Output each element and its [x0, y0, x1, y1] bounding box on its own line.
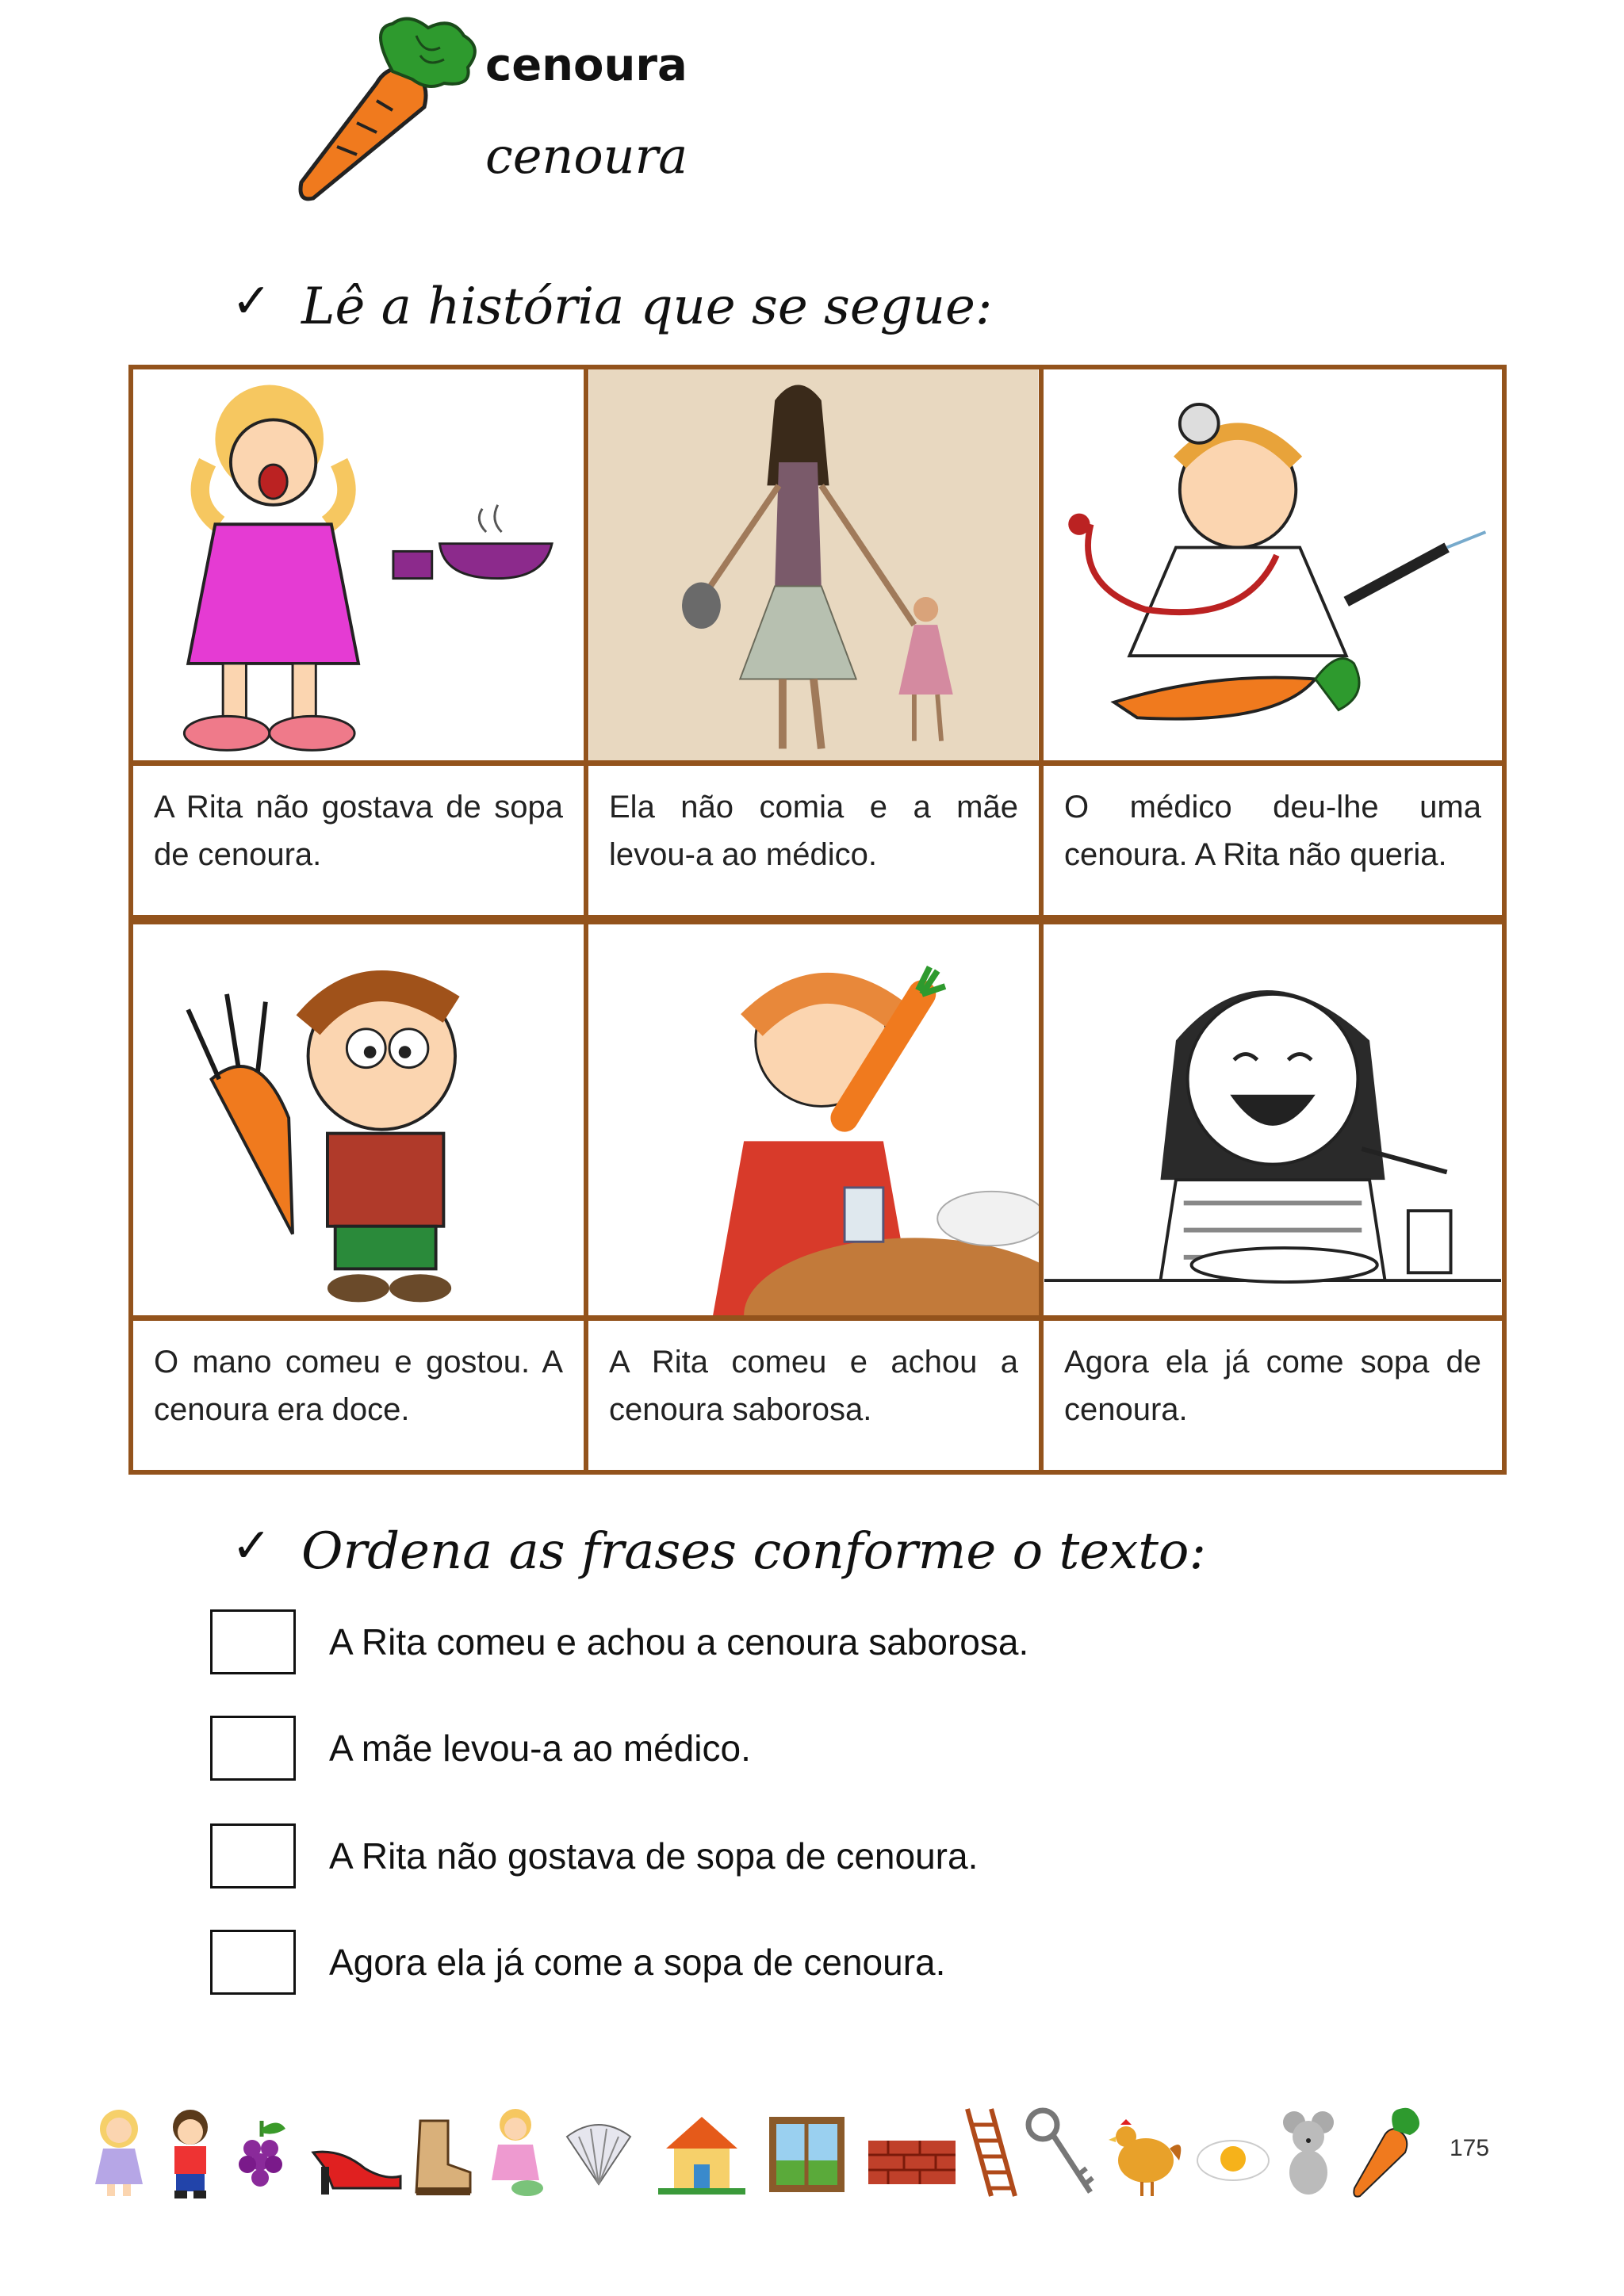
story-image-5 [584, 920, 1044, 1320]
story-caption-1: A Rita não gostava de sopa de cenoura. [128, 761, 588, 920]
wall-icon [864, 2105, 959, 2200]
page-number: 175 [1450, 2135, 1490, 2161]
story-caption-3: O médico deu-lhe uma cenoura. A Rita não queria. [1039, 761, 1507, 920]
header-word-cursive: cenoura [485, 127, 688, 185]
checkmark-icon: ✓ [232, 274, 272, 329]
order-checkbox[interactable] [210, 1609, 296, 1674]
boot-icon [408, 2105, 472, 2200]
boy-icon [159, 2105, 222, 2200]
key-icon [1023, 2105, 1098, 2200]
order-checkbox[interactable] [210, 1823, 296, 1888]
order-item-text: A mãe levou-a ao médico. [329, 1728, 751, 1769]
mother-child-icon [588, 369, 1039, 760]
grapes-icon [230, 2105, 293, 2200]
doll-icon [87, 2105, 151, 2200]
order-item-1 [210, 1608, 1029, 1676]
girl-sitting-icon [484, 2105, 547, 2200]
instruction-read: Lê a história que se segue: [301, 277, 993, 336]
story-caption-5: A Rita comeu e achou a cenoura saborosa. [584, 1316, 1044, 1475]
boy-carrot-icon [133, 924, 584, 1315]
order-item-3 [210, 1822, 979, 1890]
header-word-print: cenoura [485, 40, 688, 91]
mouse-icon [1277, 2105, 1340, 2200]
story-image-6 [1039, 920, 1507, 1320]
egg-icon [1193, 2105, 1273, 2200]
order-item-2 [210, 1714, 751, 1782]
doctor-icon [1044, 369, 1502, 760]
story-caption-2: Ela não comia e a mãe levou-a ao médico. [584, 761, 1044, 920]
order-checkbox[interactable] [210, 1716, 296, 1781]
fan-icon [559, 2105, 638, 2200]
header-carrot-icon [282, 12, 488, 202]
order-item-text: A Rita comeu e achou a cenoura saborosa. [329, 1621, 1029, 1663]
crying-girl-icon [133, 369, 584, 760]
checkmark-icon: ✓ [232, 1518, 272, 1574]
order-item-4 [210, 1928, 946, 1996]
happy-girl-eating-icon [1044, 924, 1502, 1315]
order-item-text: A Rita não gostava de sopa de cenoura. [329, 1835, 979, 1877]
girl-eating-carrot-icon [588, 924, 1039, 1315]
red-shoe-icon [309, 2105, 404, 2200]
window-icon [765, 2105, 848, 2200]
story-caption-6: Agora ela já come sopa de cenoura. [1039, 1316, 1507, 1475]
rooster-icon [1106, 2105, 1185, 2200]
story-image-3 [1039, 365, 1507, 765]
story-image-4 [128, 920, 588, 1320]
story-image-1 [128, 365, 588, 765]
house-icon [658, 2105, 745, 2200]
carrot-icon [1348, 2105, 1423, 2200]
instruction-order: Ordena as frases conforme o texto: [301, 1522, 1206, 1581]
order-item-text: Agora ela já come a sopa de cenoura. [329, 1942, 946, 1983]
ladder-icon [959, 2105, 1023, 2200]
story-caption-4: O mano comeu e gostou. A cenoura era doce. [128, 1316, 588, 1475]
story-image-2 [584, 365, 1044, 765]
order-checkbox[interactable] [210, 1930, 296, 1995]
